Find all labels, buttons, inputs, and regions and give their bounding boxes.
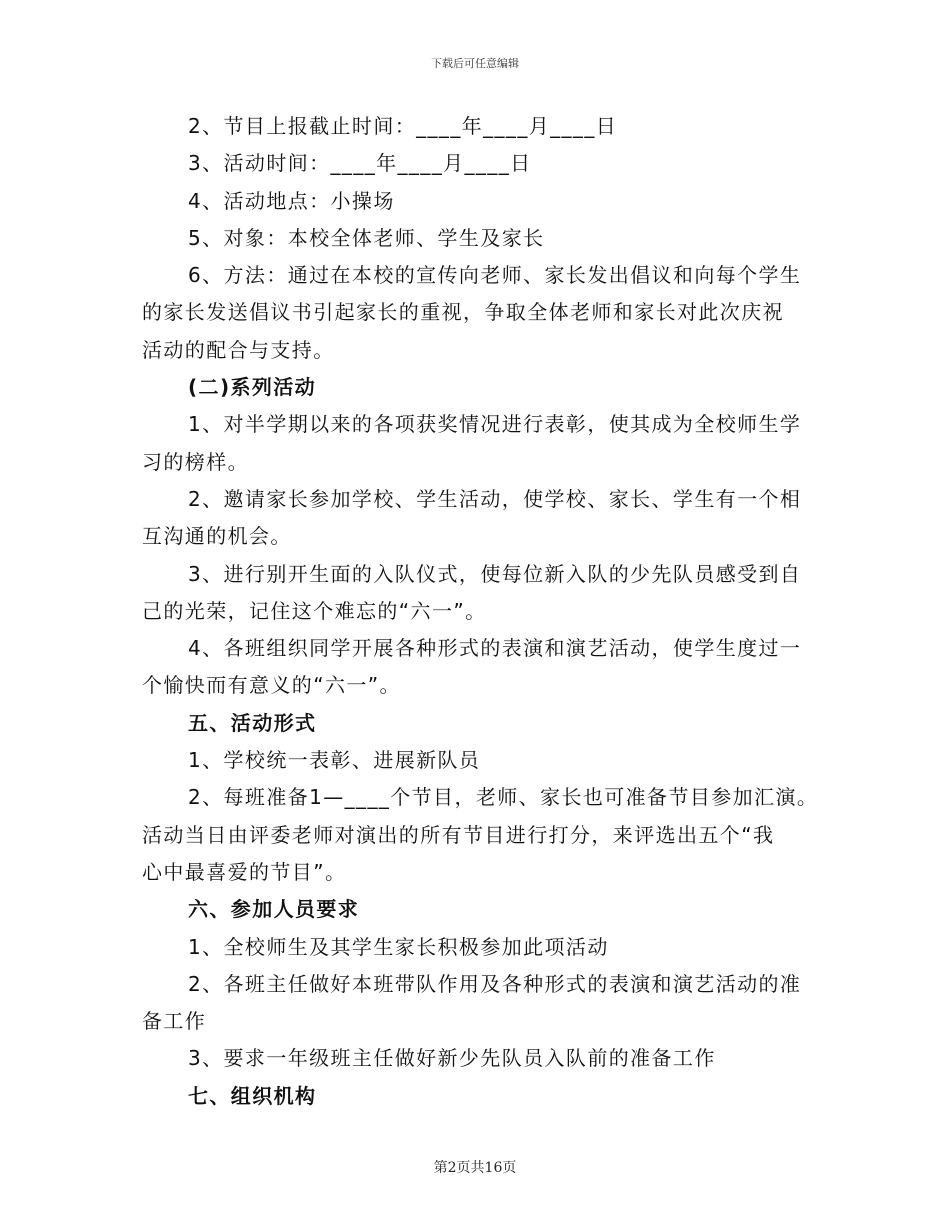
- paragraph-line: 1、学校统一表彰、进展新队员: [188, 748, 481, 773]
- paragraph-line: 习的榜样。: [142, 449, 249, 474]
- paragraph-line: 3、进行别开生面的入队仪式，使每位新入队的少先队员感受到自: [188, 561, 802, 586]
- section-heading: (二)系列活动: [188, 375, 317, 400]
- paragraph-line: 心中最喜爱的节目”。: [142, 859, 347, 884]
- paragraph-line: 3、要求一年级班主任做好新少先队员入队前的准备工作: [188, 1046, 716, 1071]
- paragraph-line: 1、全校师生及其学生家长积极参加此项活动: [188, 934, 609, 959]
- paragraph-line: 活动当日由评委老师对演出的所有节目进行打分，来评选出五个“我: [142, 822, 775, 847]
- paragraph-line: 2、各班主任做好本班带队作用及各种形式的表演和演艺活动的准: [188, 971, 802, 996]
- page-number: 第2页共16页: [433, 1160, 517, 1176]
- paragraph-line: 的家长发送倡议书引起家长的重视，争取全体老师和家长对此次庆祝: [142, 300, 784, 325]
- paragraph-line: 己的光荣，记住这个难忘的“六一”。: [142, 598, 487, 623]
- paragraph-line: 备工作: [142, 1009, 207, 1034]
- paragraph-line: 2、邀请家长参加学校、学生活动，使学校、家长、学生有一个相: [188, 486, 802, 511]
- paragraph-line: 4、活动地点：小操场: [188, 188, 395, 213]
- section-heading: 六、参加人员要求: [188, 897, 360, 922]
- paragraph-line: 6、方法：通过在本校的宣传向老师、家长发出倡议和向每个学生: [188, 263, 802, 288]
- paragraph-line: 2、每班准备1—____个节目，老师、家长也可准备节目参加汇演。: [188, 785, 819, 810]
- paragraph-line: 互沟通的机会。: [142, 524, 292, 549]
- document-body: [142, 108, 819, 1115]
- paragraph-line: 4、各班组织同学开展各种形式的表演和演艺活动，使学生度过一: [188, 636, 802, 661]
- paragraph-line: 5、对象：本校全体老师、学生及家长: [188, 225, 545, 250]
- paragraph-line: 活动的配合与支持。: [142, 337, 335, 362]
- section-heading: 七、组织机构: [188, 1083, 317, 1108]
- paragraph-line: 1、对半学期以来的各项获奖情况进行表彰，使其成为全校师生学: [188, 412, 802, 437]
- header-note: 下载后可任意编辑: [431, 57, 519, 70]
- paragraph-line: 3、活动时间：____年____月____日: [188, 151, 532, 176]
- paragraph-line: 2、节目上报截止时间：____年____月____日: [188, 114, 618, 138]
- section-heading: 五、活动形式: [188, 710, 317, 735]
- paragraph-line: 个愉快而有意义的“六一”。: [142, 673, 401, 698]
